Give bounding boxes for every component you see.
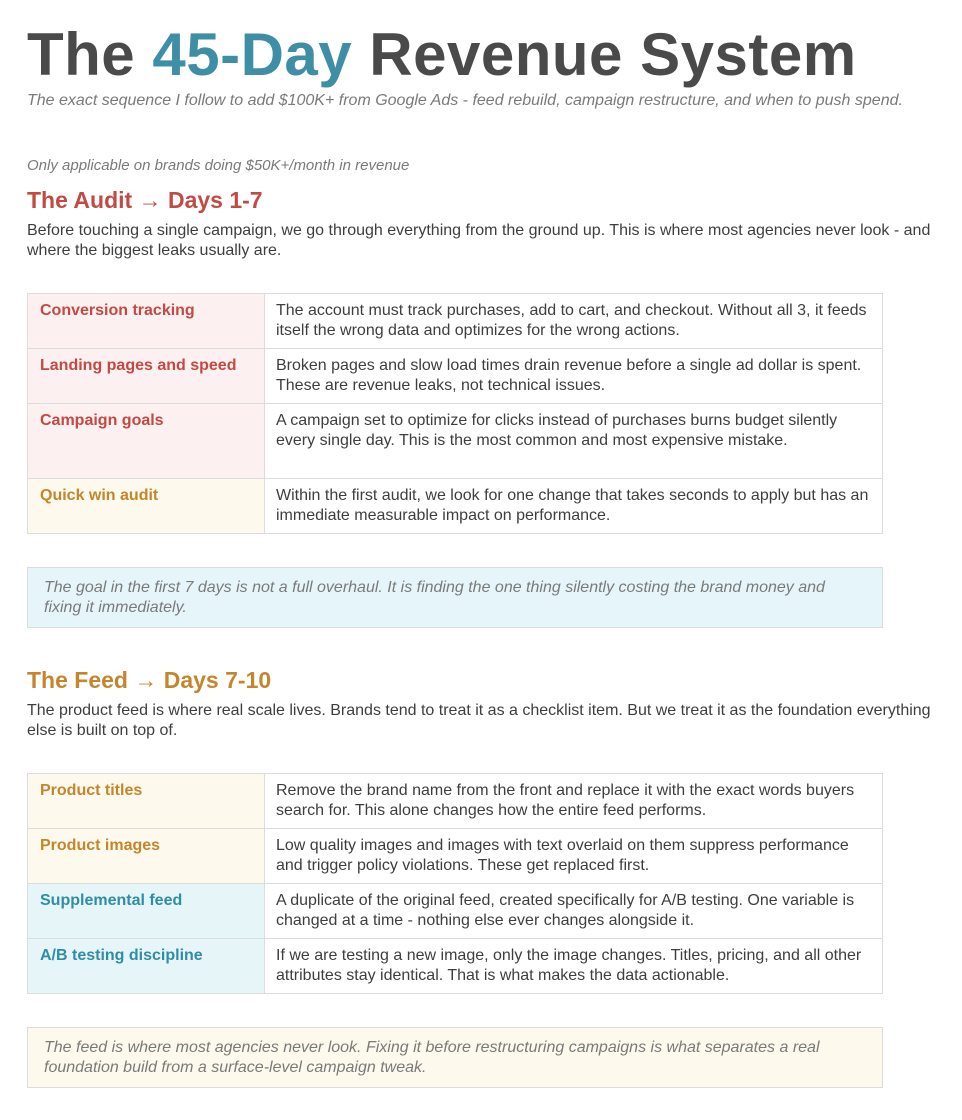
- row-label: Campaign goals: [28, 404, 265, 479]
- table-row: [28, 479, 883, 534]
- row-description: Within the first audit, we look for one change that takes seconds to apply but has an immediate measurable impact on performance.: [265, 479, 883, 534]
- row-label: A/B testing discipline: [28, 939, 265, 994]
- title-accent: 45-Day: [152, 21, 353, 88]
- title-prefix: The: [27, 21, 153, 88]
- feed-table: [27, 773, 883, 994]
- page-subtitle: The exact sequence I follow to add $100K+ from Google Ads - feed rebuild, campaign restructure, and when to push spend.: [27, 92, 903, 109]
- page-title: [27, 20, 857, 90]
- audit-callout: The goal in the first 7 days is not a full overhaul. It is finding the one thing silently costing the brand money and fixing it immediately.: [27, 567, 883, 628]
- table-row: [28, 829, 883, 884]
- table-row: [28, 349, 883, 404]
- row-description: If we are testing a new image, only the image changes. Titles, pricing, and all other attributes stay identical. That is what makes the data actionable.: [265, 939, 883, 994]
- row-label: Supplemental feed: [28, 884, 265, 939]
- row-label: Conversion tracking: [28, 294, 265, 349]
- row-description: Remove the brand name from the front and replace it with the exact words buyers search for. This alone changes how the entire feed performs.: [265, 774, 883, 829]
- audit-table: [27, 293, 883, 534]
- eligibility-note: Only applicable on brands doing $50K+/month in revenue: [27, 157, 410, 174]
- row-description: Low quality images and images with text overlaid on them suppress performance and trigger policy violations. These get replaced first.: [265, 829, 883, 884]
- feed-callout: The feed is where most agencies never look. Fixing it before restructuring campaigns is what separates a real foundation build from a surface-level campaign tweak.: [27, 1027, 883, 1088]
- row-label: Landing pages and speed: [28, 349, 265, 404]
- table-row: [28, 404, 883, 479]
- table-row: [28, 884, 883, 939]
- feed-heading: The Feed → Days 7-10: [27, 667, 272, 693]
- row-label: Product titles: [28, 774, 265, 829]
- audit-heading: The Audit → Days 1-7: [27, 187, 263, 213]
- table-row: [28, 939, 883, 994]
- feed-intro: The product feed is where real scale lives. Brands tend to treat it as a checklist item. But we treat it as the foundation everything else is built on top of.: [27, 702, 931, 739]
- row-label: Product images: [28, 829, 265, 884]
- row-label: Quick win audit: [28, 479, 265, 534]
- row-description: A duplicate of the original feed, created specifically for A/B testing. One variable is changed at a time - nothing else ever changes alongside it.: [265, 884, 883, 939]
- audit-intro: Before touching a single campaign, we go through everything from the ground up. This is where most agencies never look - and where the biggest leaks usually are.: [27, 222, 931, 259]
- row-description: Broken pages and slow load times drain revenue before a single ad dollar is spent. These are revenue leaks, not technical issues.: [265, 349, 883, 404]
- row-description: The account must track purchases, add to cart, and checkout. Without all 3, it feeds itself the wrong data and optimizes for the wrong actions.: [265, 294, 883, 349]
- table-row: [28, 294, 883, 349]
- title-suffix: Revenue System: [352, 21, 857, 88]
- table-row: [28, 774, 883, 829]
- row-description: A campaign set to optimize for clicks instead of purchases burns budget silently every single day. This is the most common and most expensive mistake.: [265, 404, 883, 479]
